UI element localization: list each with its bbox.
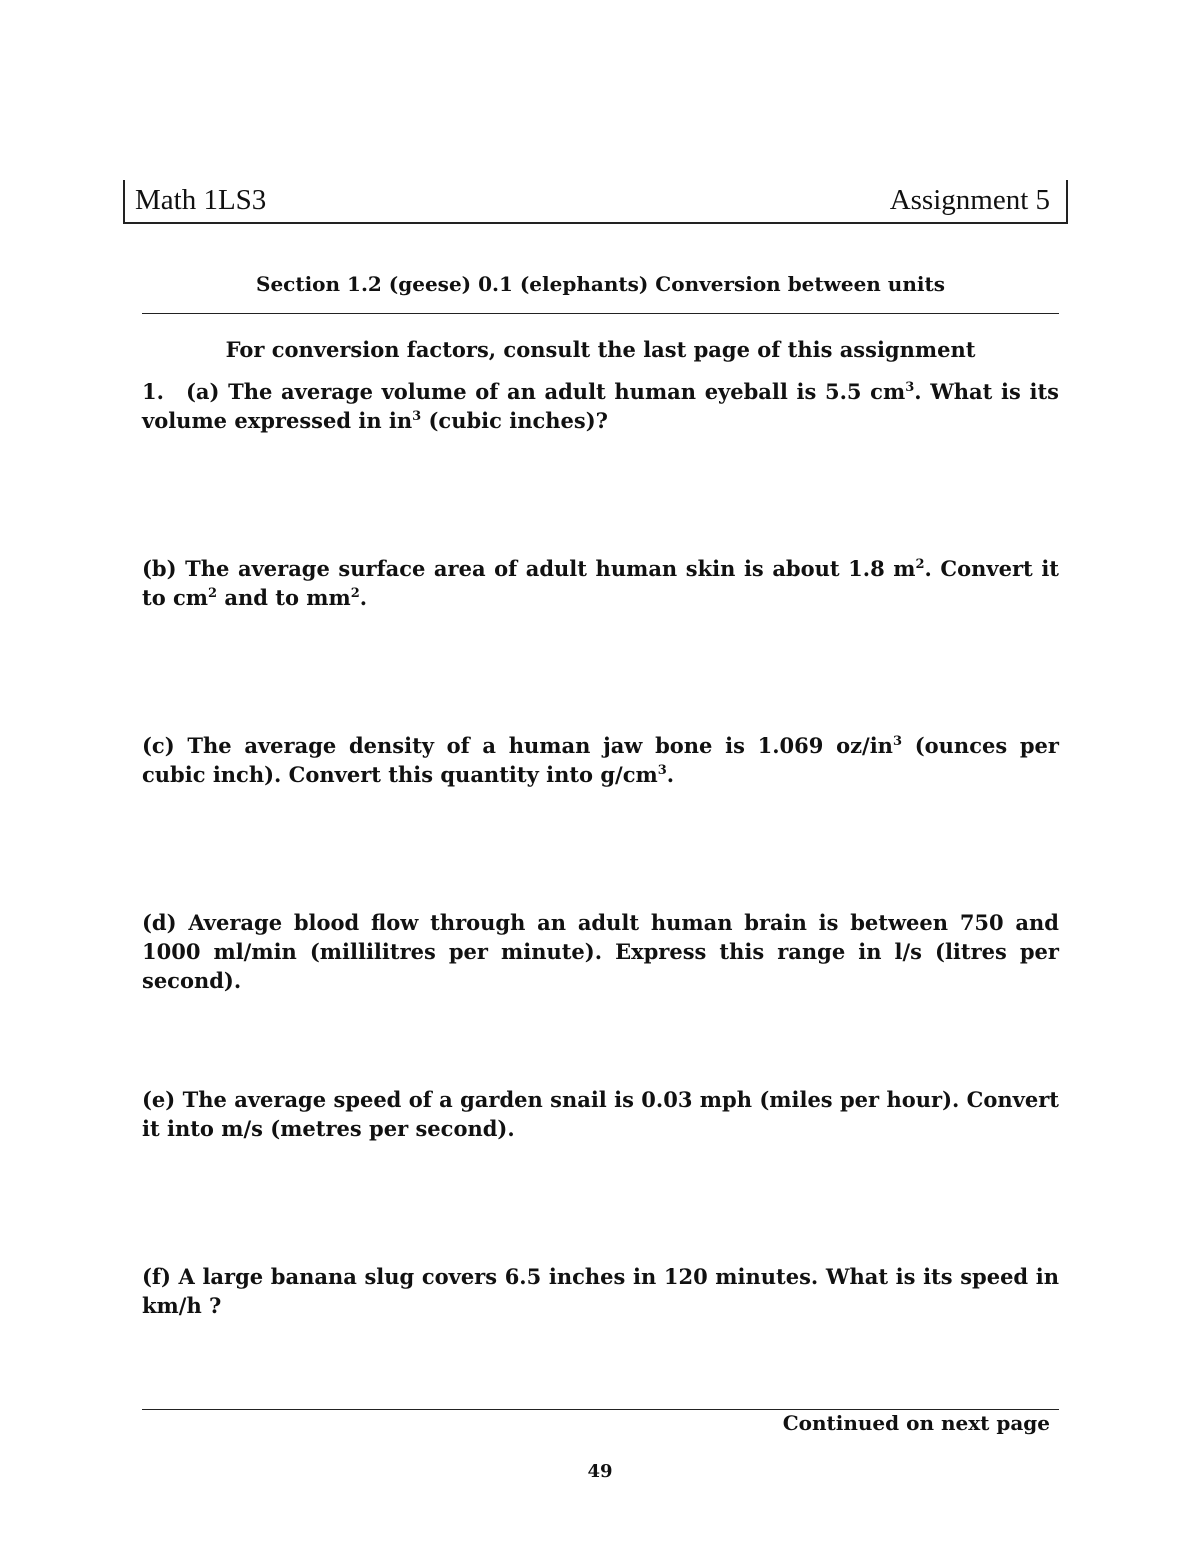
part-text: .	[359, 585, 368, 610]
question-1-part-e	[142, 1085, 1059, 1143]
part-text: .	[666, 762, 675, 787]
part-label: (f)	[142, 1264, 171, 1289]
part-label: (a)	[186, 379, 220, 404]
question-1-part-a	[142, 377, 1059, 435]
part-text: . What is its volume expressed in in	[142, 379, 1059, 433]
footer-rule	[142, 1409, 1059, 1410]
continued-note: Continued on next page	[782, 1411, 1050, 1435]
superscript: 2	[350, 586, 360, 601]
question-1-part-b	[142, 554, 1059, 612]
page-number: 49	[587, 1461, 613, 1482]
superscript: 3	[412, 409, 422, 424]
assignment-title: Assignment 5	[889, 184, 1050, 216]
page-header	[123, 180, 1068, 224]
superscript: 3	[892, 734, 902, 749]
question-1-part-d	[142, 908, 1059, 995]
superscript: 2	[915, 557, 925, 572]
part-label: (d)	[142, 910, 177, 935]
part-text: A large banana slug covers 6.5 inches in 120 minutes. What is its speed in km/h ?	[142, 1264, 1059, 1318]
part-text: The average speed of a garden snail is 0.03 mph (miles per hour). Convert it into m/s (metres per second).	[142, 1087, 1059, 1141]
superscript: 3	[657, 763, 667, 778]
superscript: 3	[905, 380, 915, 395]
question-number: 1.	[142, 379, 164, 404]
part-text: (ounces per cubic inch). Convert this quantity into g/cm	[142, 733, 1059, 787]
part-text: . Convert it to cm	[142, 556, 1059, 610]
part-text: Average blood flow through an adult human brain is between 750 and 1000 ml/min (millilitres per minute). Express this range in l/s (litres per second).	[142, 910, 1059, 993]
conversion-notice: For conversion factors, consult the last page of this assignment	[225, 337, 976, 362]
superscript: 2	[208, 586, 218, 601]
part-text: and to mm	[217, 585, 351, 610]
question-1-part-c	[142, 731, 1059, 789]
section-rule	[142, 313, 1059, 314]
course-title: Math 1LS3	[135, 184, 267, 216]
part-text: The average surface area of adult human skin is about 1.8 m	[176, 556, 916, 581]
part-text: The average volume of an adult human eyeball is 5.5 cm	[219, 379, 906, 404]
part-text: (cubic inches)?	[421, 408, 608, 433]
part-label: (b)	[142, 556, 177, 581]
question-1-part-f	[142, 1262, 1059, 1320]
part-label: (e)	[142, 1087, 176, 1112]
section-title: Section 1.2 (geese) 0.1 (elephants) Conversion between units	[256, 272, 945, 296]
part-label: (c)	[142, 733, 175, 758]
part-text: The average density of a human jaw bone is 1.069 oz/in	[174, 733, 893, 758]
